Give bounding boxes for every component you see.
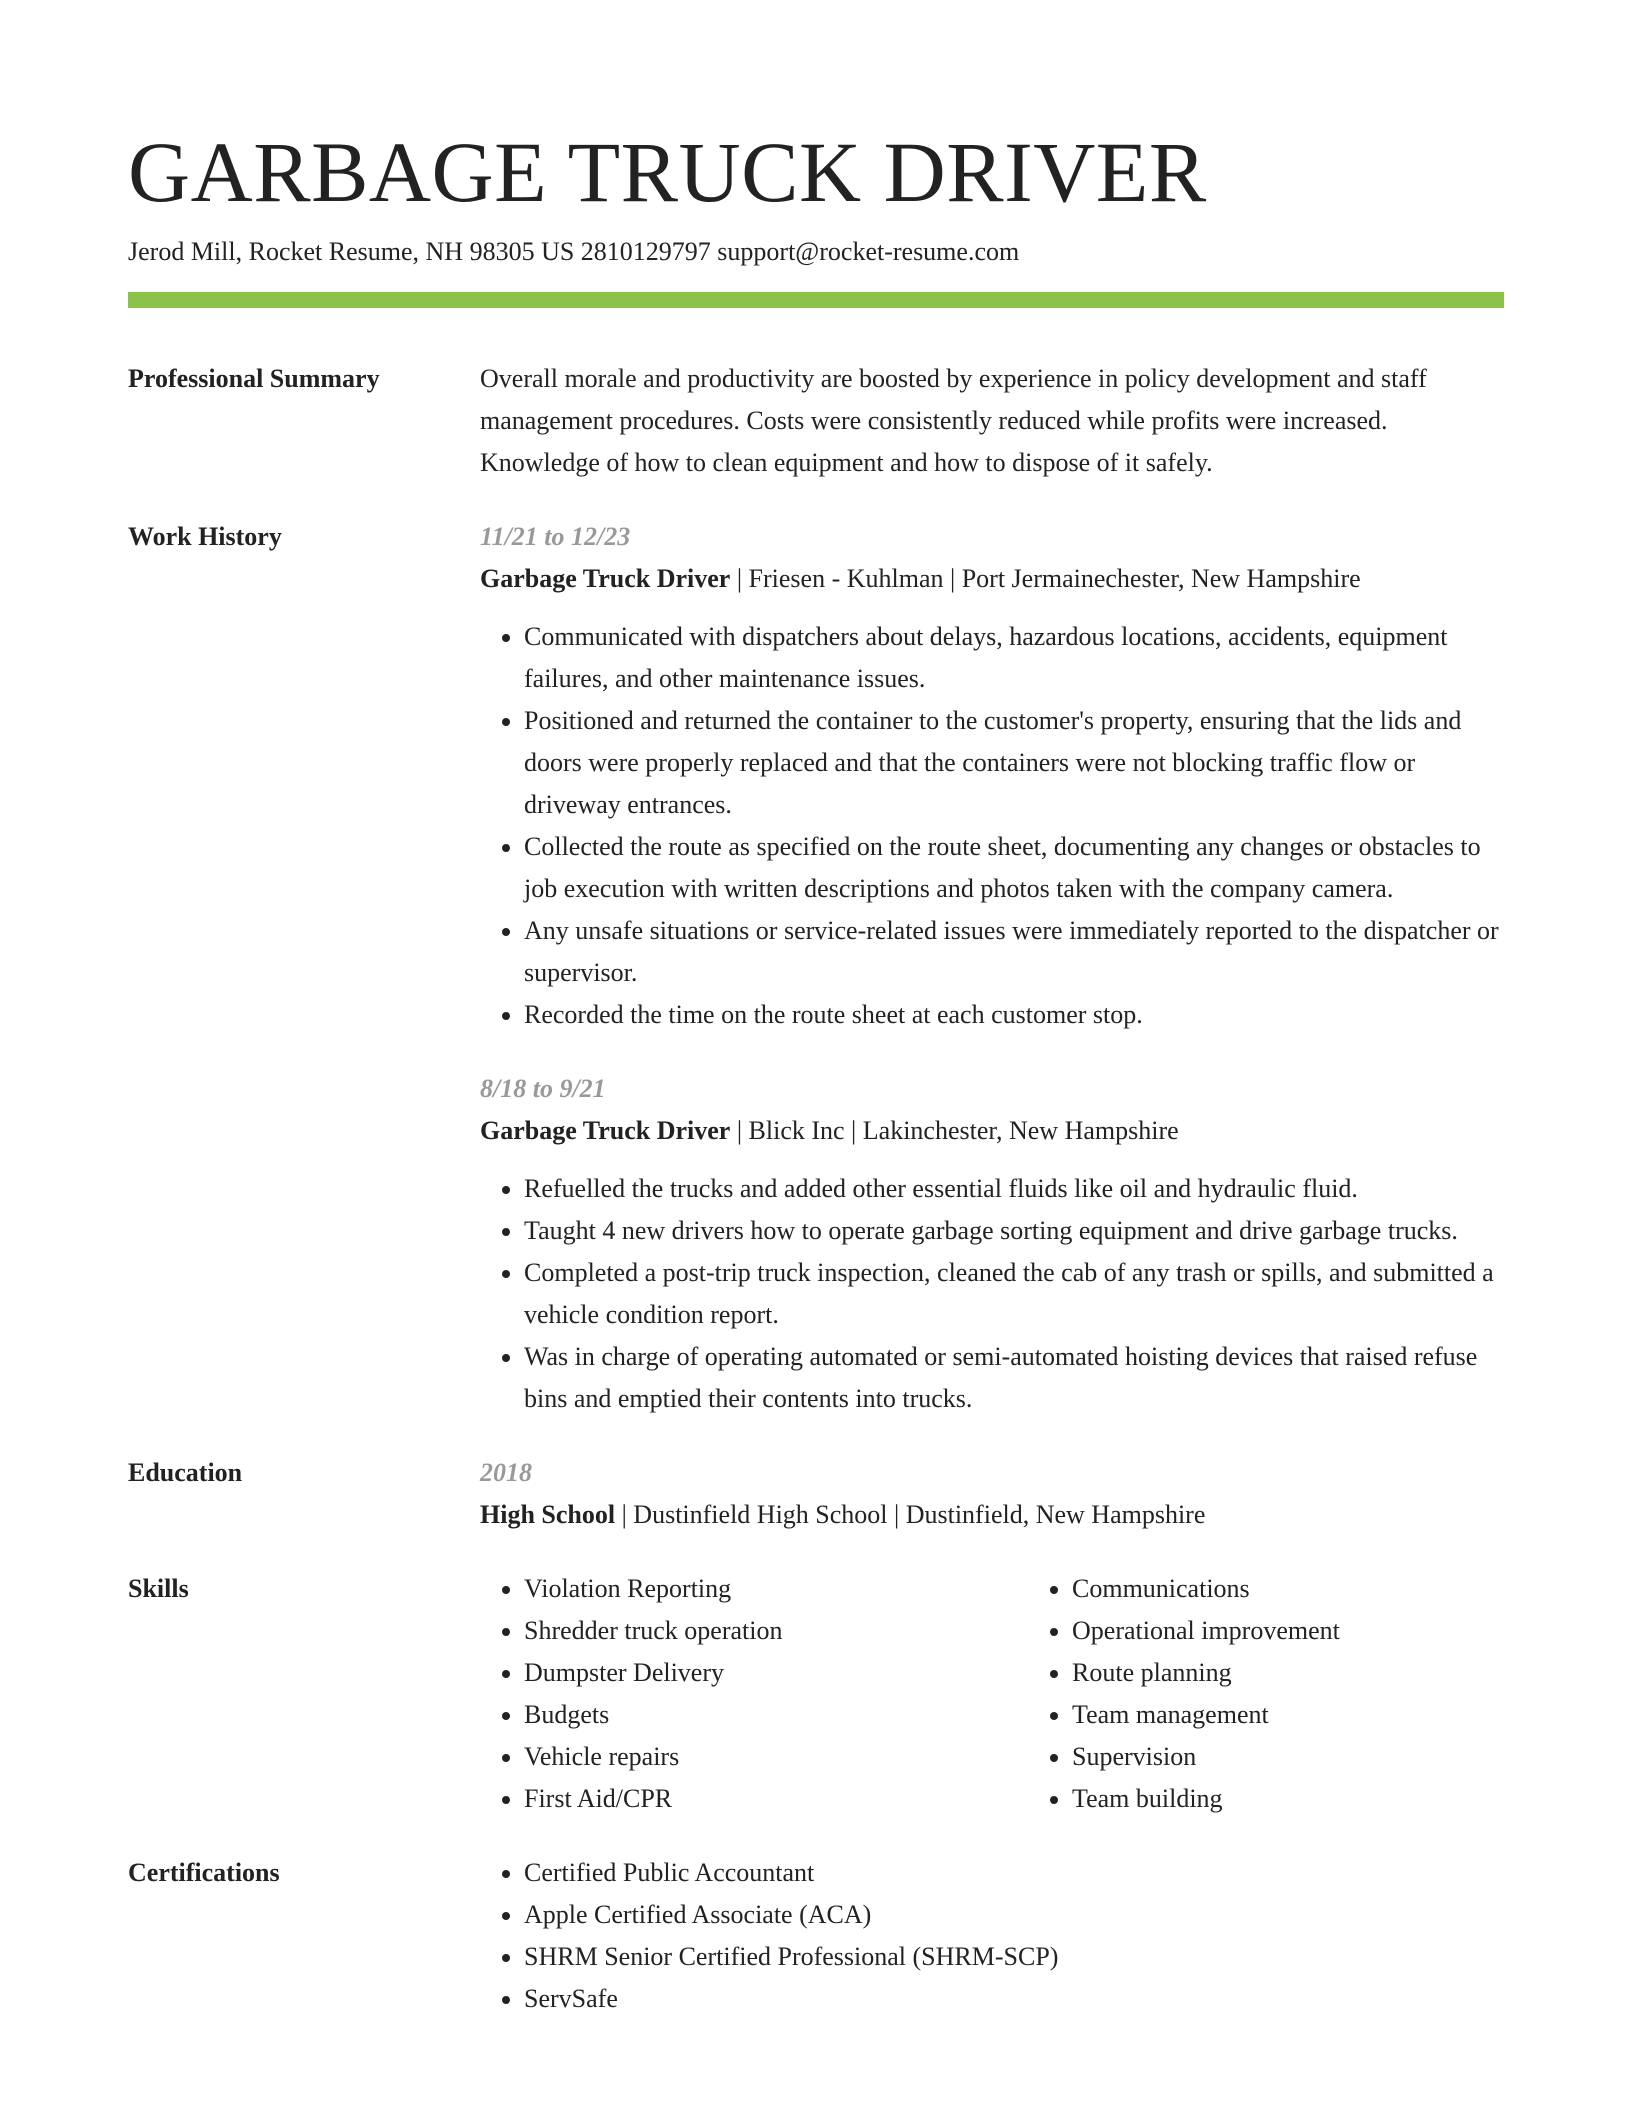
job-dates: 8/18 to 9/21 — [480, 1074, 606, 1103]
skill-item: • Route planning — [1072, 1652, 1576, 1694]
skill-item: • Supervision — [1072, 1736, 1576, 1778]
certifications-body — [480, 1852, 1504, 2020]
education-label: Education — [128, 1458, 243, 1487]
job-heading — [480, 558, 1504, 600]
summary-label: Professional Summary — [128, 364, 380, 393]
skill-item: • Team management — [1072, 1694, 1576, 1736]
skills-column-right — [1028, 1568, 1576, 1820]
education-details: | Dustinfield High School | Dustinfield, New Hampshire — [615, 1500, 1206, 1529]
list-item: • Positioned and returned the container to the customer's property, ensuring that the lids and doors were properly replaced and that the containers were not blocking traffic flow or driveway entrances. — [524, 700, 1504, 826]
skill-item: • Communications — [1072, 1568, 1576, 1610]
certifications-list — [480, 1852, 1504, 2020]
list-item: • Recorded the time on the route sheet at each customer stop. — [524, 994, 1504, 1036]
work-history-section — [128, 516, 1504, 1420]
resume-page — [128, 0, 1504, 2020]
education-section — [128, 1452, 1504, 1536]
skill-item: • Shredder truck operation — [524, 1610, 1028, 1652]
list-item: • Completed a post-trip truck inspection, cleaned the cab of any trash or spills, and submitted a vehicle condition report. — [524, 1252, 1504, 1336]
certification-item: • Apple Certified Associate (ACA) — [524, 1894, 1504, 1936]
certification-item: • SHRM Senior Certified Professional (SHRM-SCP) — [524, 1936, 1504, 1978]
skill-item: • Team building — [1072, 1778, 1576, 1820]
certifications-label: Certifications — [128, 1858, 280, 1887]
education-heading — [480, 1494, 1504, 1536]
job-bullets — [480, 616, 1504, 1036]
skill-item: • Budgets — [524, 1694, 1028, 1736]
skill-item: • Vehicle repairs — [524, 1736, 1028, 1778]
list-item: • Collected the route as specified on the route sheet, documenting any changes or obstacles to job execution with written descriptions and photos taken with the company camera. — [524, 826, 1504, 910]
job-title: Garbage Truck Driver — [480, 564, 731, 593]
certifications-section — [128, 1852, 1504, 2020]
skill-item: • Dumpster Delivery — [524, 1652, 1028, 1694]
list-item: • Refuelled the trucks and added other essential fluids like oil and hydraulic fluid. — [524, 1168, 1504, 1210]
skills-grid — [480, 1568, 1576, 1820]
skill-item: • Violation Reporting — [524, 1568, 1028, 1610]
summary-text: Overall morale and productivity are boosted by experience in policy development and staff management procedures. Costs were consistently reduced while profits were increased. Knowledge of how to clean equipment and how to dispose of it safely. — [480, 364, 1427, 477]
job-dates: 11/21 to 12/23 — [480, 522, 631, 551]
job-bullets — [480, 1168, 1504, 1420]
work-history-label: Work History — [128, 522, 282, 551]
skill-item: • First Aid/CPR — [524, 1778, 1028, 1820]
job-entry — [480, 1068, 1504, 1420]
list-item: • Taught 4 new drivers how to operate garbage sorting equipment and drive garbage trucks. — [524, 1210, 1504, 1252]
list-item: • Communicated with dispatchers about delays, hazardous locations, accidents, equipment failures, and other maintenance issues. — [524, 616, 1504, 700]
skills-column-left — [480, 1568, 1028, 1820]
work-history-body — [480, 516, 1504, 1420]
summary-section — [128, 358, 1504, 484]
job-heading — [480, 1110, 1504, 1152]
skills-label: Skills — [128, 1574, 189, 1603]
job-details: | Blick Inc | Lakinchester, New Hampshire — [730, 1116, 1179, 1145]
contact-line: Jerod Mill, Rocket Resume, NH 98305 US 2810129797 support@rocket-resume.com — [128, 237, 1020, 266]
skill-item: • Operational improvement — [1072, 1610, 1576, 1652]
certification-item: • Certified Public Accountant — [524, 1852, 1504, 1894]
certification-item: • ServSafe — [524, 1978, 1504, 2020]
list-item: • Any unsafe situations or service-related issues were immediately reported to the dispatcher or supervisor. — [524, 910, 1504, 994]
job-details: | Friesen - Kuhlman | Port Jermainechester, New Hampshire — [730, 564, 1361, 593]
list-item: • Was in charge of operating automated or semi-automated hoisting devices that raised refuse bins and emptied their contents into trucks. — [524, 1336, 1504, 1420]
accent-divider — [128, 292, 1504, 308]
resume-title: GARBAGE TRUCK DRIVER — [128, 124, 1207, 220]
education-degree: High School — [480, 1500, 616, 1529]
skills-section — [128, 1568, 1504, 1820]
job-entry — [480, 516, 1504, 1036]
education-body — [480, 1452, 1504, 1536]
education-year: 2018 — [480, 1458, 532, 1487]
job-title: Garbage Truck Driver — [480, 1116, 731, 1145]
